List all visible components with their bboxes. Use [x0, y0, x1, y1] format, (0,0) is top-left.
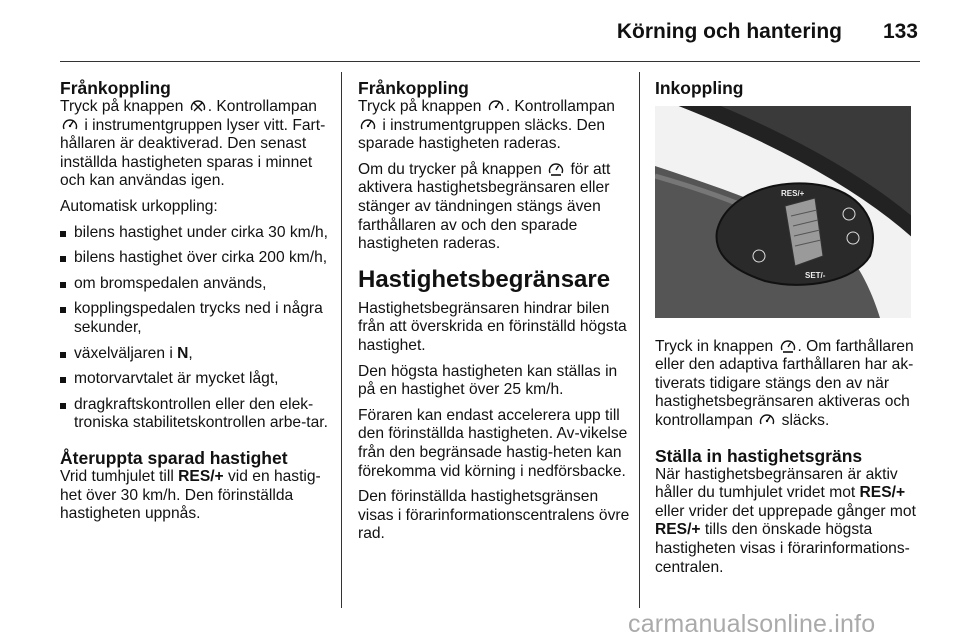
page-header — [0, 0, 960, 60]
paragraph: Automatisk urkoppling: — [60, 197, 218, 215]
bullet-icon — [60, 345, 74, 364]
section-heading: Återuppta sparad hastighet — [60, 447, 288, 468]
bullet-icon — [60, 275, 74, 294]
section-heading: Ställa in hastighetsgräns — [655, 445, 863, 466]
speed-limiter-icon — [780, 339, 796, 353]
bullet-icon — [60, 249, 74, 268]
column-3 — [655, 78, 921, 584]
paragraph: Tryck på knappen . Kontrollampan i instrumentgruppen lyser vitt. Fart-hållaren är deaktiverad. Den senast inställda hastigheten sparas i minnet och kan användas igen. — [60, 98, 326, 190]
cruise-cancel-icon — [190, 99, 206, 113]
list-item: motorvarvtalet är mycket lågt, — [60, 370, 330, 389]
bullet-icon — [60, 370, 74, 389]
paragraph: Tryck på knappen . Kontrollampan i instrumentgruppen släcks. Den sparade hastigheten raderas. — [358, 98, 615, 153]
paragraph: Tryck in knappen . Om farthållaren eller den adaptiva farthållaren har ak-tiverats tidigare stängs den av när hastighetsbegränsaren aktiveras och kontrollampan släcks. — [655, 337, 914, 429]
bullet-icon — [60, 224, 74, 243]
section-heading: Frånkoppling — [358, 78, 469, 98]
bullet-icon — [60, 396, 74, 433]
list-item: växelväljaren i N, — [60, 345, 330, 364]
cruise-lamp-icon — [759, 413, 775, 427]
speed-limiter-icon — [548, 162, 564, 176]
paragraph: Vrid tumhjulet till RES/+ vid en hastig-het över 30 km/h. Den förinställda hastigheten uppnås. — [60, 467, 321, 523]
cruise-lamp-icon — [360, 118, 376, 132]
set-label: SET/- — [805, 271, 826, 280]
watermark: carmanualsonline.info — [628, 610, 876, 638]
paragraph: Den högsta hastigheten kan ställas in på en hastighet över 25 km/h. — [358, 362, 618, 399]
column-2 — [358, 78, 630, 551]
header-rule — [60, 61, 920, 62]
section-title: Hastighetsbegränsare — [358, 265, 611, 293]
section-heading: Frånkoppling — [60, 78, 171, 98]
chapter-title: Körning och hantering — [616, 20, 842, 43]
list-item: kopplingspedalen trycks ned i några sekunder, — [60, 300, 330, 337]
section-heading: Inkoppling — [655, 78, 744, 98]
paragraph: Hastighetsbegränsaren hindrar bilen från att överskrida en förinställd högsta hastighet. — [358, 299, 627, 354]
cruise-lamp-icon — [488, 99, 504, 113]
paragraph: Om du trycker på knappen för att aktivera hastighetsbegränsaren eller stänger av tändningen stängs även farthållaren av och den sparade hastigheten raderas. — [358, 160, 611, 253]
list-item: bilens hastighet över cirka 200 km/h, — [60, 249, 330, 268]
cruise-lamp-icon — [62, 118, 78, 132]
page-number: 133 — [882, 20, 918, 43]
column-1 — [60, 78, 330, 531]
paragraph: Föraren kan endast accelerera upp till den förinställda hastigheten. Av-vikelse från den begränsade hastig-heten kan förekomma vid körning i nedförsbacke. — [358, 406, 628, 480]
list-item: om bromspedalen används, — [60, 275, 330, 294]
paragraph: När hastighetsbegränsaren är aktiv håller du tumhjulet vridet mot RES/+ eller vrider det upprepade gånger mot RES/+ tills den önskade högsta hastigheten visas i förarinformations-centralen. — [655, 465, 916, 576]
paragraph: Den förinställda hastighetsgränsen visas i förarinformationscentralens övre rad. — [358, 488, 630, 543]
bullet-icon — [60, 300, 74, 337]
res-label: RES/+ — [781, 189, 805, 198]
list-item: bilens hastighet under cirka 30 km/h, — [60, 224, 330, 243]
column-divider — [341, 72, 342, 608]
list-item: dragkraftskontrollen eller den elek-troniska stabilitetskontrollen arbe-tar. — [60, 396, 330, 433]
steering-wheel-photo — [655, 106, 911, 318]
column-divider — [639, 72, 640, 608]
